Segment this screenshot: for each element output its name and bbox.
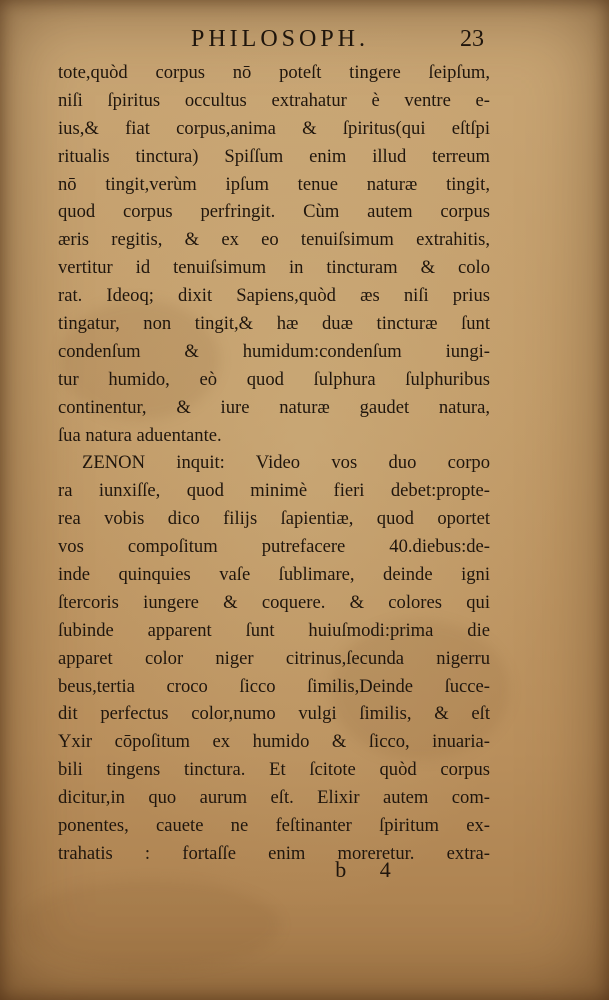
text-line: ſubinde apparent ſunt huiuſmodi:prima die <box>58 619 490 641</box>
text-line: vertitur id tenuiſsimum in tincturam & colo <box>58 257 490 279</box>
text-line: ponentes, cauete ne feſtinanter ſpiritum ex- <box>58 815 490 837</box>
text-line: ſua natura aduentante. <box>58 424 222 446</box>
text-line: bili tingens tinctura. Et ſcitote quòd corpus <box>58 759 490 781</box>
text-line: continentur, & iure naturæ gaudet natura, <box>58 396 490 418</box>
page-number: 23 <box>460 26 484 52</box>
text-line: dicitur,in quo aurum eſt. Elixir autem com- <box>58 787 490 809</box>
body-text <box>58 59 490 868</box>
paragraph-start-line: ZENON inquit: Video vos duo corpo <box>82 452 490 474</box>
text-line: quod corpus perfringit. Cùm autem corpus <box>58 201 490 223</box>
text-line: tingatur, non tingit,& hæ duæ tincturæ ſunt <box>58 313 490 335</box>
running-head <box>0 22 609 62</box>
text-line: vos compoſitum putrefacere 40.diebus:de- <box>58 536 490 558</box>
text-line: ritualis tinctura) Spiſſum enim illud terreum <box>58 145 490 167</box>
text-line: beus,tertia croco ſicco ſimilis,Deinde ſucce- <box>58 675 490 697</box>
text-line: tur humido, eò quod ſulphura ſulphuribus <box>58 368 490 390</box>
text-line: dit perfectus color,numo vulgi ſimilis, & eſt <box>58 703 490 725</box>
text-line: trahatis : fortaſſe enim moreretur. extra- <box>58 842 490 864</box>
text-line: rat. Ideoq; dixit Sapiens,quòd æs niſi prius <box>58 285 490 307</box>
text-line: ſtercoris iungere & coquere. & colores qui <box>58 591 490 613</box>
paper-stain <box>20 880 280 970</box>
text-line: ius,& fiat corpus,anima & ſpiritus(qui eſtſpi <box>58 117 490 139</box>
text-line: niſi ſpiritus occultus extrahatur è ventre e- <box>58 89 490 111</box>
text-line: apparet color niger citrinus,ſecunda nigerru <box>58 647 490 669</box>
running-head-title: PHILOSOPH. <box>190 26 370 52</box>
text-line: condenſum & humidum:condenſum iungi- <box>58 340 490 362</box>
text-line: æris regitis, & ex eo tenuiſsimum extrahitis, <box>58 229 490 251</box>
text-line: ra iunxiſſe, quod minimè fieri debet:propte- <box>58 480 490 502</box>
text-line: inde quinquies vaſe ſublimare, deinde igni <box>58 564 490 586</box>
text-line: Yxir cōpoſitum ex humido & ſicco, inuaria- <box>58 731 490 753</box>
text-line: tote,quòd corpus nō poteſt tingere ſeipſum, <box>58 62 490 83</box>
text-line: nō tingit,verùm ipſum tenue naturæ tingit, <box>58 173 490 195</box>
text-line: rea vobis dico filijs ſapientiæ, quod oportet <box>58 508 490 530</box>
signature-mark: b 4 <box>335 857 405 882</box>
